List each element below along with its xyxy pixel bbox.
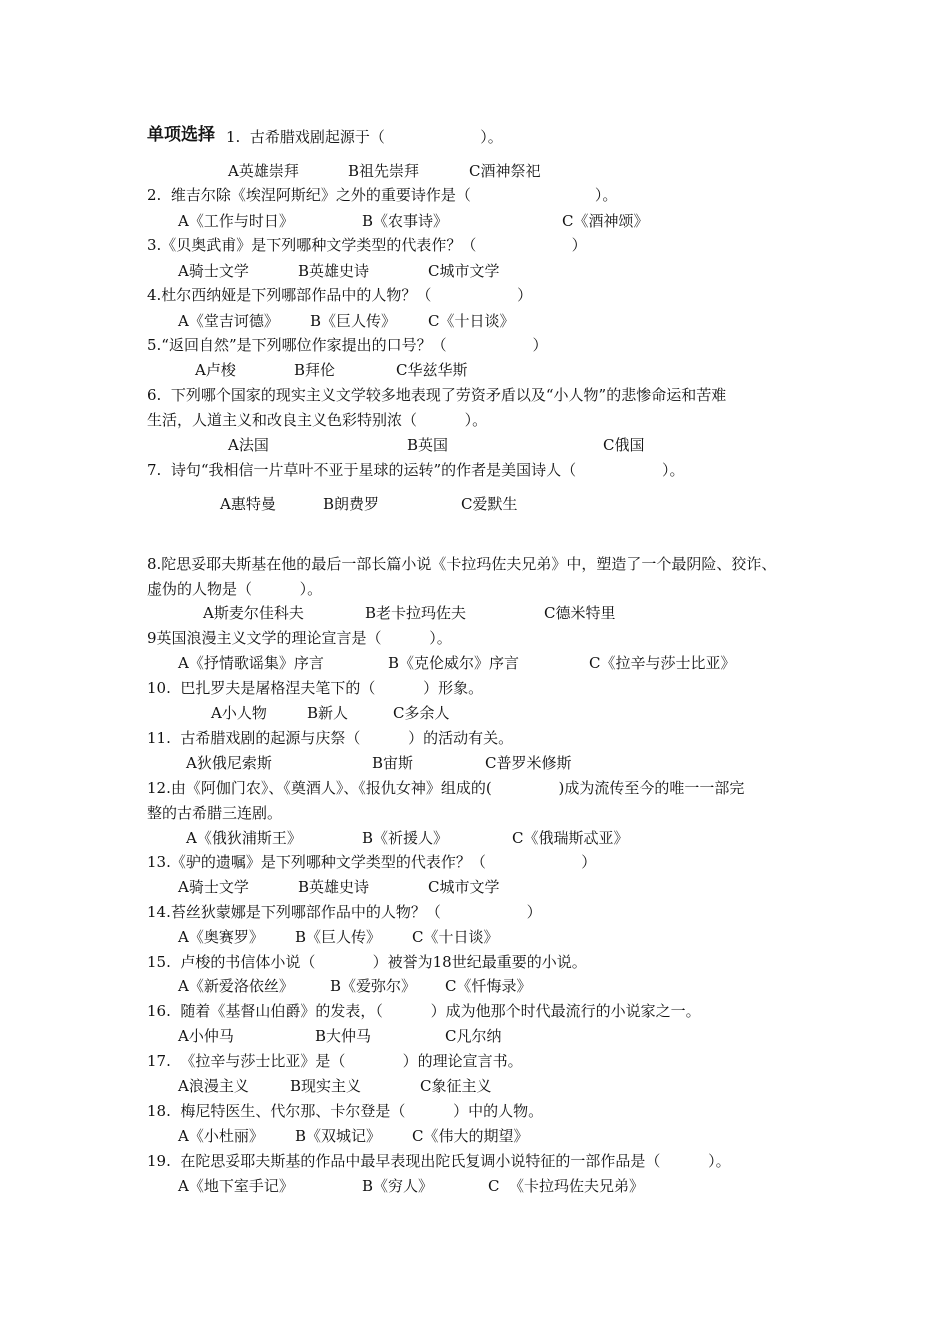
q14-option-a: A《奥赛罗》 (178, 928, 264, 946)
question-11-text: 11. 古希腊戏剧的起源与庆祭（ ）的活动有关。 (147, 729, 514, 747)
q2-option-c: C《酒神颂》 (562, 212, 649, 230)
q10-option-b: B新人 (307, 704, 349, 722)
q19-option-a: A《地下室手记》 (178, 1177, 294, 1195)
q10-option-c: C多余人 (393, 704, 450, 722)
q19-option-c: C 《卡拉玛佐夫兄弟》 (488, 1177, 645, 1195)
q13-option-b: B英雄史诗 (298, 878, 370, 896)
question-14-text: 14.苔丝狄蒙娜是下列哪部作品中的人物？（ ） (147, 903, 542, 921)
q7-option-b: B朗费罗 (323, 495, 380, 513)
q2-option-a: A《工作与时日》 (178, 212, 294, 230)
q1-option-b: B祖先崇拜 (348, 162, 420, 180)
q1-option-a: A英雄崇拜 (228, 162, 299, 180)
q12-option-b: B《祈援人》 (362, 829, 449, 847)
q5-option-a: A卢梭 (195, 361, 236, 379)
q8-option-a: A斯麦尔佳科夫 (203, 604, 304, 622)
q18-option-a: A《小杜丽》 (178, 1127, 264, 1145)
section-title: 单项选择 (147, 125, 215, 145)
q17-option-a: A浪漫主义 (178, 1077, 249, 1095)
question-12-text-line2: 整的古希腊三连剧。 (147, 804, 283, 822)
question-3-text: 3.《贝奥武甫》是下列哪种文学类型的代表作？（ ） (147, 236, 587, 254)
q4-option-a: A《堂吉诃德》 (178, 312, 279, 330)
q8-option-b: B老卡拉玛佐夫 (365, 604, 467, 622)
q5-option-c: C华兹华斯 (396, 361, 468, 379)
question-19-text: 19. 在陀思妥耶夫斯基的作品中最早表现出陀氏复调小说特征的一部作品是（ ）。 (147, 1152, 731, 1170)
q12-option-c: C《俄瑞斯忒亚》 (512, 829, 629, 847)
q16-option-a: A小仲马 (178, 1027, 234, 1045)
q6-option-a: A法国 (228, 436, 269, 454)
q16-option-c: C凡尔纳 (445, 1027, 502, 1045)
question-6-text-line1: 6. 下列哪个国家的现实主义文学较多地表现了劳资矛盾以及“小人物”的悲惨命运和苦难 (147, 386, 727, 404)
q18-option-b: B《双城记》 (295, 1127, 382, 1145)
question-12-text-line1: 12.由《阿伽门农》、《奠酒人》、《报仇女神》组成的( )成为流传至今的唯一一部完 (147, 779, 745, 797)
q7-option-c: C爱默生 (461, 495, 518, 513)
q17-option-b: B现实主义 (290, 1077, 362, 1095)
question-13-text: 13.《驴的遗嘱》是下列哪种文学类型的代表作？（ ） (147, 853, 597, 871)
q12-option-a: A《俄狄浦斯王》 (186, 829, 302, 847)
q15-option-a: A《新爱洛依丝》 (178, 977, 294, 995)
q15-option-b: B《爱弥尔》 (330, 977, 417, 995)
q14-option-b: B《巨人传》 (295, 928, 382, 946)
question-4-text: 4.杜尔西纳娅是下列哪部作品中的人物？（ ） (147, 286, 533, 304)
question-6-text-line2: 生活，人道主义和改良主义色彩特别浓（ ）。 (147, 411, 488, 429)
q15-option-c: C《忏悔录》 (445, 977, 532, 995)
q4-option-c: C《十日谈》 (428, 312, 515, 330)
question-7-text: 7. 诗句“我相信一片草叶不亚于星球的运转”的作者是美国诗人（ ）。 (147, 461, 685, 479)
q3-option-c: C城市文学 (428, 262, 500, 280)
q9-option-a: A《抒情歌谣集》序言 (178, 654, 324, 672)
question-9-text: 9英国浪漫主义文学的理论宣言是（ ）。 (147, 629, 452, 647)
question-16-text: 16. 随着《基督山伯爵》的发表，（ ）成为他那个时代最流行的小说家之一。 (147, 1002, 701, 1020)
q8-option-c: C德米特里 (544, 604, 616, 622)
q6-option-c: C俄国 (603, 436, 645, 454)
question-17-text: 17. 《拉辛与莎士比亚》是（ ）的理论宣言书。 (147, 1052, 523, 1070)
q2-option-b: B《农事诗》 (362, 212, 449, 230)
q11-option-a: A狄俄尼索斯 (186, 754, 272, 772)
q9-option-b: B《克伦威尔》序言 (388, 654, 520, 672)
q4-option-b: B《巨人传》 (310, 312, 397, 330)
q13-option-c: C城市文学 (428, 878, 500, 896)
q19-option-b: B《穷人》 (362, 1177, 434, 1195)
q11-option-b: B宙斯 (372, 754, 414, 772)
question-18-text: 18. 梅尼特医生、代尔那、卡尔登是（ ）中的人物。 (147, 1102, 544, 1120)
q9-option-c: C《拉辛与莎士比亚》 (589, 654, 736, 672)
q11-option-c: C普罗米修斯 (485, 754, 572, 772)
q6-option-b: B英国 (407, 436, 449, 454)
question-10-text: 10. 巴扎罗夫是屠格涅夫笔下的（ ）形象。 (147, 679, 484, 697)
question-8-text-line2: 虚伪的人物是（ ）。 (147, 580, 323, 598)
q1-option-c: C酒神祭祀 (469, 162, 541, 180)
question-5-text: 5.“返回自然”是下列哪位作家提出的口号？（ ） (147, 336, 548, 354)
q14-option-c: C《十日谈》 (412, 928, 499, 946)
q16-option-b: B大仲马 (315, 1027, 372, 1045)
question-8-text-line1: 8.陀思妥耶夫斯基在他的最后一部长篇小说《卡拉玛佐夫兄弟》中，塑造了一个最阴险、狡诈、 (147, 555, 777, 573)
q7-option-a: A惠特曼 (220, 495, 276, 513)
question-1-text: 1. 古希腊戏剧起源于（ ）。 (226, 128, 503, 146)
q10-option-a: A小人物 (211, 704, 267, 722)
question-2-text: 2. 维吉尔除《埃涅阿斯纪》之外的重要诗作是（ ）。 (147, 186, 618, 204)
q18-option-c: C《伟大的期望》 (412, 1127, 529, 1145)
q5-option-b: B拜伦 (294, 361, 336, 379)
q3-option-b: B英雄史诗 (298, 262, 370, 280)
q17-option-c: C象征主义 (420, 1077, 492, 1095)
question-15-text: 15. 卢梭的书信体小说（ ）被誉为18世纪最重要的小说。 (147, 953, 587, 971)
q3-option-a: A骑士文学 (178, 262, 249, 280)
q13-option-a: A骑士文学 (178, 878, 249, 896)
